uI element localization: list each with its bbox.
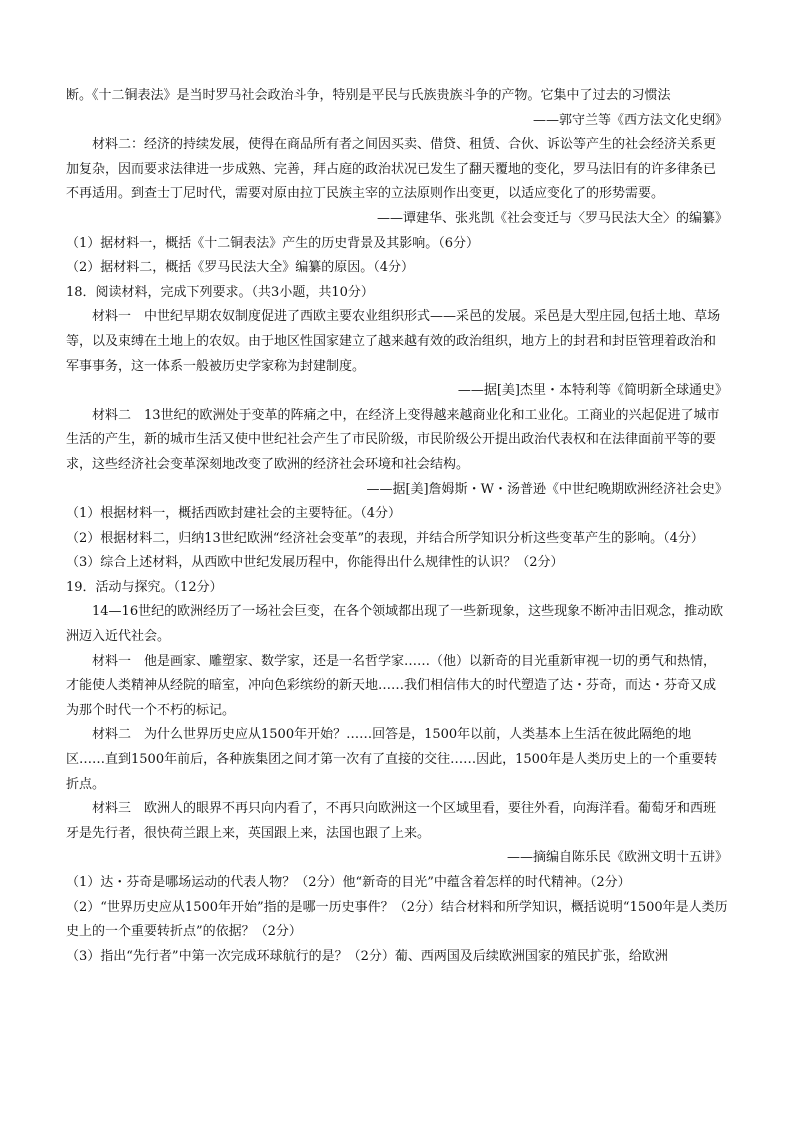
question-item: （1）据材料一，概括《十二铜表法》产生的历史背景及其影响。（6分） [66,235,480,251]
question-item: （1）达・芬奇是哪场运动的代表人物？（2分）他“新奇的目光”中蕴含着怎样的时代精神。（2分） [66,875,631,890]
material-paragraph: 材料一 中世纪早期农奴制度促进了西欧主要农业组织形式——采邑的发展。采邑是大型庄园,包括土地、草场等，以及束缚在土地上的农奴。由于地区性国家建立了越来越有效的政治组织，地方上的封君和封臣管理着政治和军事事务，这一体系一般被历史学家称为封建制度。 [66,309,721,374]
question-item: （3）指出“先行者”中第一次完成环球航行的是？（2分）葡、西两国及后续欧洲国家的殖民扩张，给欧洲 [66,948,668,964]
question-item: （2）“世界历史应从1500年开始”指的是哪一历史事件？（2分）结合材料和所学知识，概括说明“1500年是人类历史上的一个重要转折点”的依据？（2分） [66,899,728,940]
question-heading: 18．阅读材料，完成下列要求。（共3小题，共10分） [66,284,374,300]
question-item: （3）综合上述材料，从西欧中世纪发展历程中，你能得出什么规律性的认识？（2分） [66,555,564,571]
source-citation: ——据[美]詹姆斯・W・汤普逊《中世纪晚期欧洲经济社会史》 [366,481,728,497]
exam-page [66,84,728,969]
question-item: （2）根据材料二，归纳13世纪欧洲“经济社会变革”的表现，并结合所学知识分析这些变革产生的影响。（4分） [66,530,704,546]
source-citation: ——据[美]杰里・本特利等《简明新全球通史》 [457,383,728,399]
material-paragraph: 材料二 13世纪的欧洲处于变革的阵痛之中，在经济上变得越来越商业化和工业化。工商业的兴起促进了城市生活的产生，新的城市生活又使中世纪社会产生了市民阶级，市民阶级公开提出政治代表权和在法律面前平等的要求，这些经济社会变革深刻地改变了欧洲的经济社会环境和社会结构。 [66,407,720,472]
material-paragraph: 材料二：经济的持续发展，使得在商品所有者之间因买卖、借贷、租赁、合伙、诉讼等产生的社会经济关系更加复杂，因而要求法律进一步成熟、完善，拜占庭的政治状况已发生了翻天覆地的变化，罗马法旧有的许多律条已不再适用。到查士丁尼时代，需要对原由拉丁民族主宰的立法原则作出变更，以适应变化了的形势需要。 [66,137,717,202]
question-item: （1）根据材料一，概括西欧封建社会的主要特征。（4分） [66,506,402,522]
source-citation: ——谭建华、张兆凯《社会变迁与〈罗马民法大全〉的编纂》 [376,210,728,226]
intro-paragraph: 14—16世纪的欧洲经历了一场社会巨变，在各个领域都出现了一些新现象，这些现象不断冲击旧观念，推动欧洲迈入近代社会。 [66,604,724,645]
text-line: 断。《十二铜表法》是当时罗马社会政治斗争，特别是平民与氏族贵族斗争的产物。它集中了过去的习惯法 [66,88,671,103]
source-citation: ——摘编自陈乐民《欧洲文明十五讲》 [506,850,728,866]
material-paragraph: 材料三 欧洲人的眼界不再只向内看了，不再只向欧洲这一个区域里看，要往外看，向海洋看。葡萄牙和西班牙是先行者，很快荷兰跟上来，英国跟上来，法国也跟了上来。 [66,801,717,841]
source-citation: ——郭守兰等《西方法文化史纲》 [532,112,728,128]
material-paragraph: 材料二 为什么世界历史应从1500年开始？……回答是，1500年以前，人类基本上生活在彼此隔绝的地区……直到1500年前后，各种族集团之间才第一次有了直接的交往……因此，1500年是人类历史上的一个重要转折点。 [66,727,718,792]
question-heading: 19．活动与探究。（12分） [66,579,223,595]
question-item: （2）据材料二，概括《罗马民法大全》编纂的原因。（4分） [66,260,415,276]
material-paragraph: 材料一 他是画家、雕塑家、数学家，还是一名哲学家……（他）以新奇的目光重新审视一切的勇气和热情，才能使人类精神从经院的暗室，冲向色彩缤纷的新天地……我们相信伟大的时代塑造了达・芬奇，而达・芬奇又成为那个时代一个不朽的标记。 [66,653,717,718]
